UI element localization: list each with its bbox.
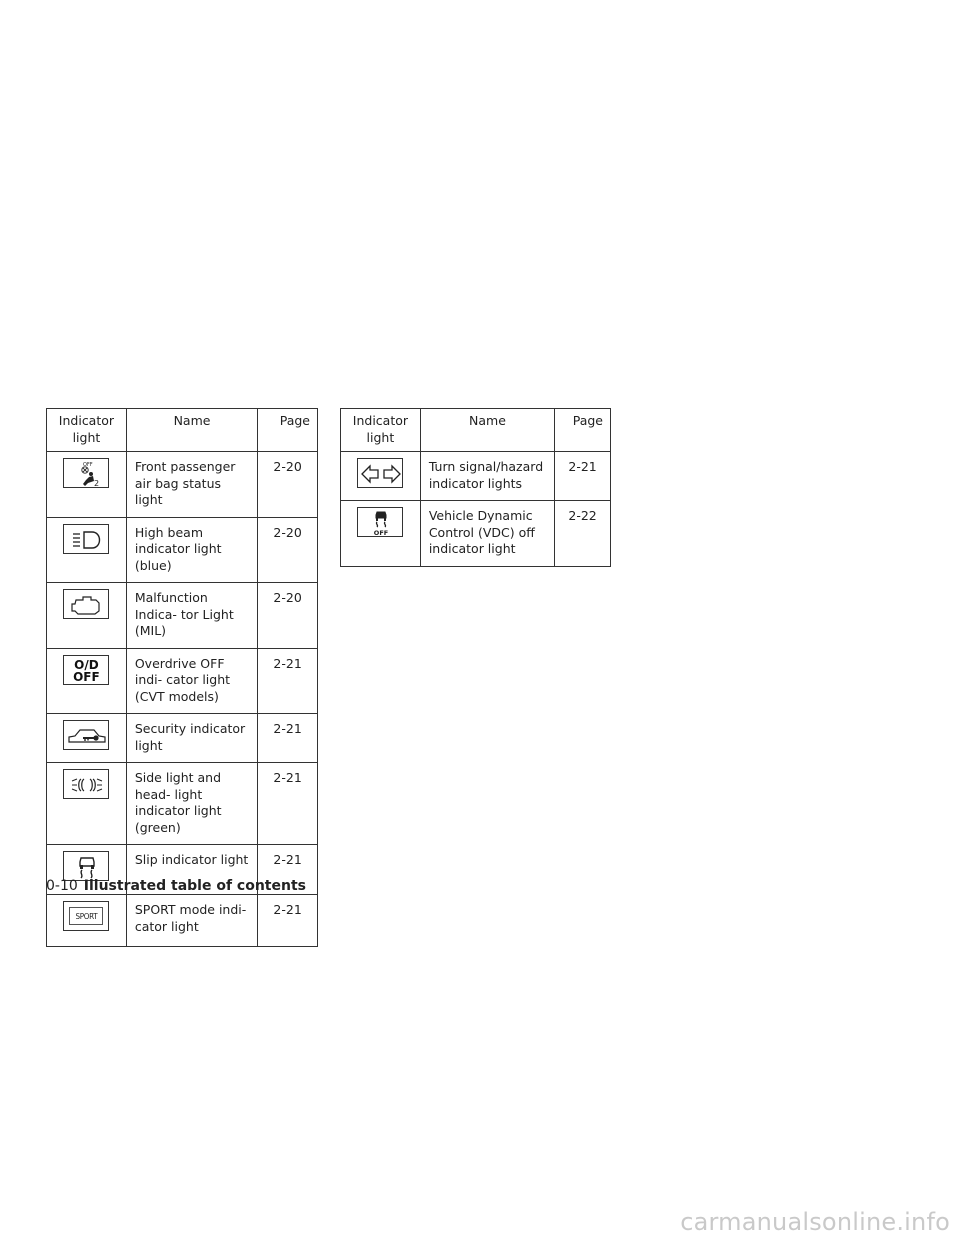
row-name: Turn signal/hazard indicator lights [420,452,554,501]
high-beam-icon [63,524,109,554]
row-name: Front passenger air bag status light [126,452,257,518]
od-label: O/D [74,657,99,672]
table-header-row [341,409,611,452]
row-name: High beam indicator light (blue) [126,517,257,583]
sport-icon [63,901,109,931]
row-name: Malfunction Indica- tor Light (MIL) [126,583,257,649]
security-car-icon [63,720,109,750]
row-name: SPORT mode indi- cator light [126,895,257,947]
row-page: 2-21 [258,648,318,714]
row-name: Overdrive OFF indi- cator light (CVT models) [126,648,257,714]
header-indicator: Indicator light [47,409,127,452]
side-light-icon [63,769,109,799]
table-row [47,648,318,714]
header-name: Name [126,409,257,452]
table-row [341,452,611,501]
row-page: 2-21 [555,452,611,501]
indicator-table-right [340,408,611,567]
header-page: Page [258,409,318,452]
table-row [47,583,318,649]
table-row [341,501,611,567]
indicator-table-left [46,408,318,947]
off-label: OFF [73,669,100,684]
sport-label: SPORT [69,907,103,925]
engine-icon [63,589,109,619]
turn-signal-icon [357,458,403,488]
airbag-off-icon [63,458,109,488]
od-off-icon [63,655,109,685]
table-row [47,517,318,583]
airbag-seat-number: 2 [94,479,100,488]
row-page: 2-20 [258,583,318,649]
table-row [47,895,318,947]
page-footer [46,878,306,894]
row-name: Side light and head- light indicator light (green) [126,763,257,845]
table-row [47,452,318,518]
header-page: Page [555,409,611,452]
row-page: 2-22 [555,501,611,567]
row-name: Security indicator light [126,714,257,763]
watermark: carmanualsonline.info [680,1208,950,1236]
section-title: Illustrated table of contents [83,878,306,894]
vdc-off-label: OFF [374,529,389,537]
header-indicator: Indicator light [341,409,421,452]
airbag-off-label: OFF [83,462,94,468]
row-page: 2-20 [258,452,318,518]
row-page: 2-21 [258,895,318,947]
vdc-off-icon [357,507,403,537]
row-page: 2-20 [258,517,318,583]
row-page: 2-21 [258,714,318,763]
row-name: Vehicle Dynamic Control (VDC) off indicator light [420,501,554,567]
table-row [47,714,318,763]
page-number: 0-10 [46,878,78,894]
slip-icon [63,851,109,881]
row-page: 2-21 [258,845,318,895]
row-name: Slip indicator light [126,845,257,895]
table-header-row [47,409,318,452]
table-row [47,763,318,845]
row-page: 2-21 [258,763,318,845]
header-name: Name [420,409,554,452]
